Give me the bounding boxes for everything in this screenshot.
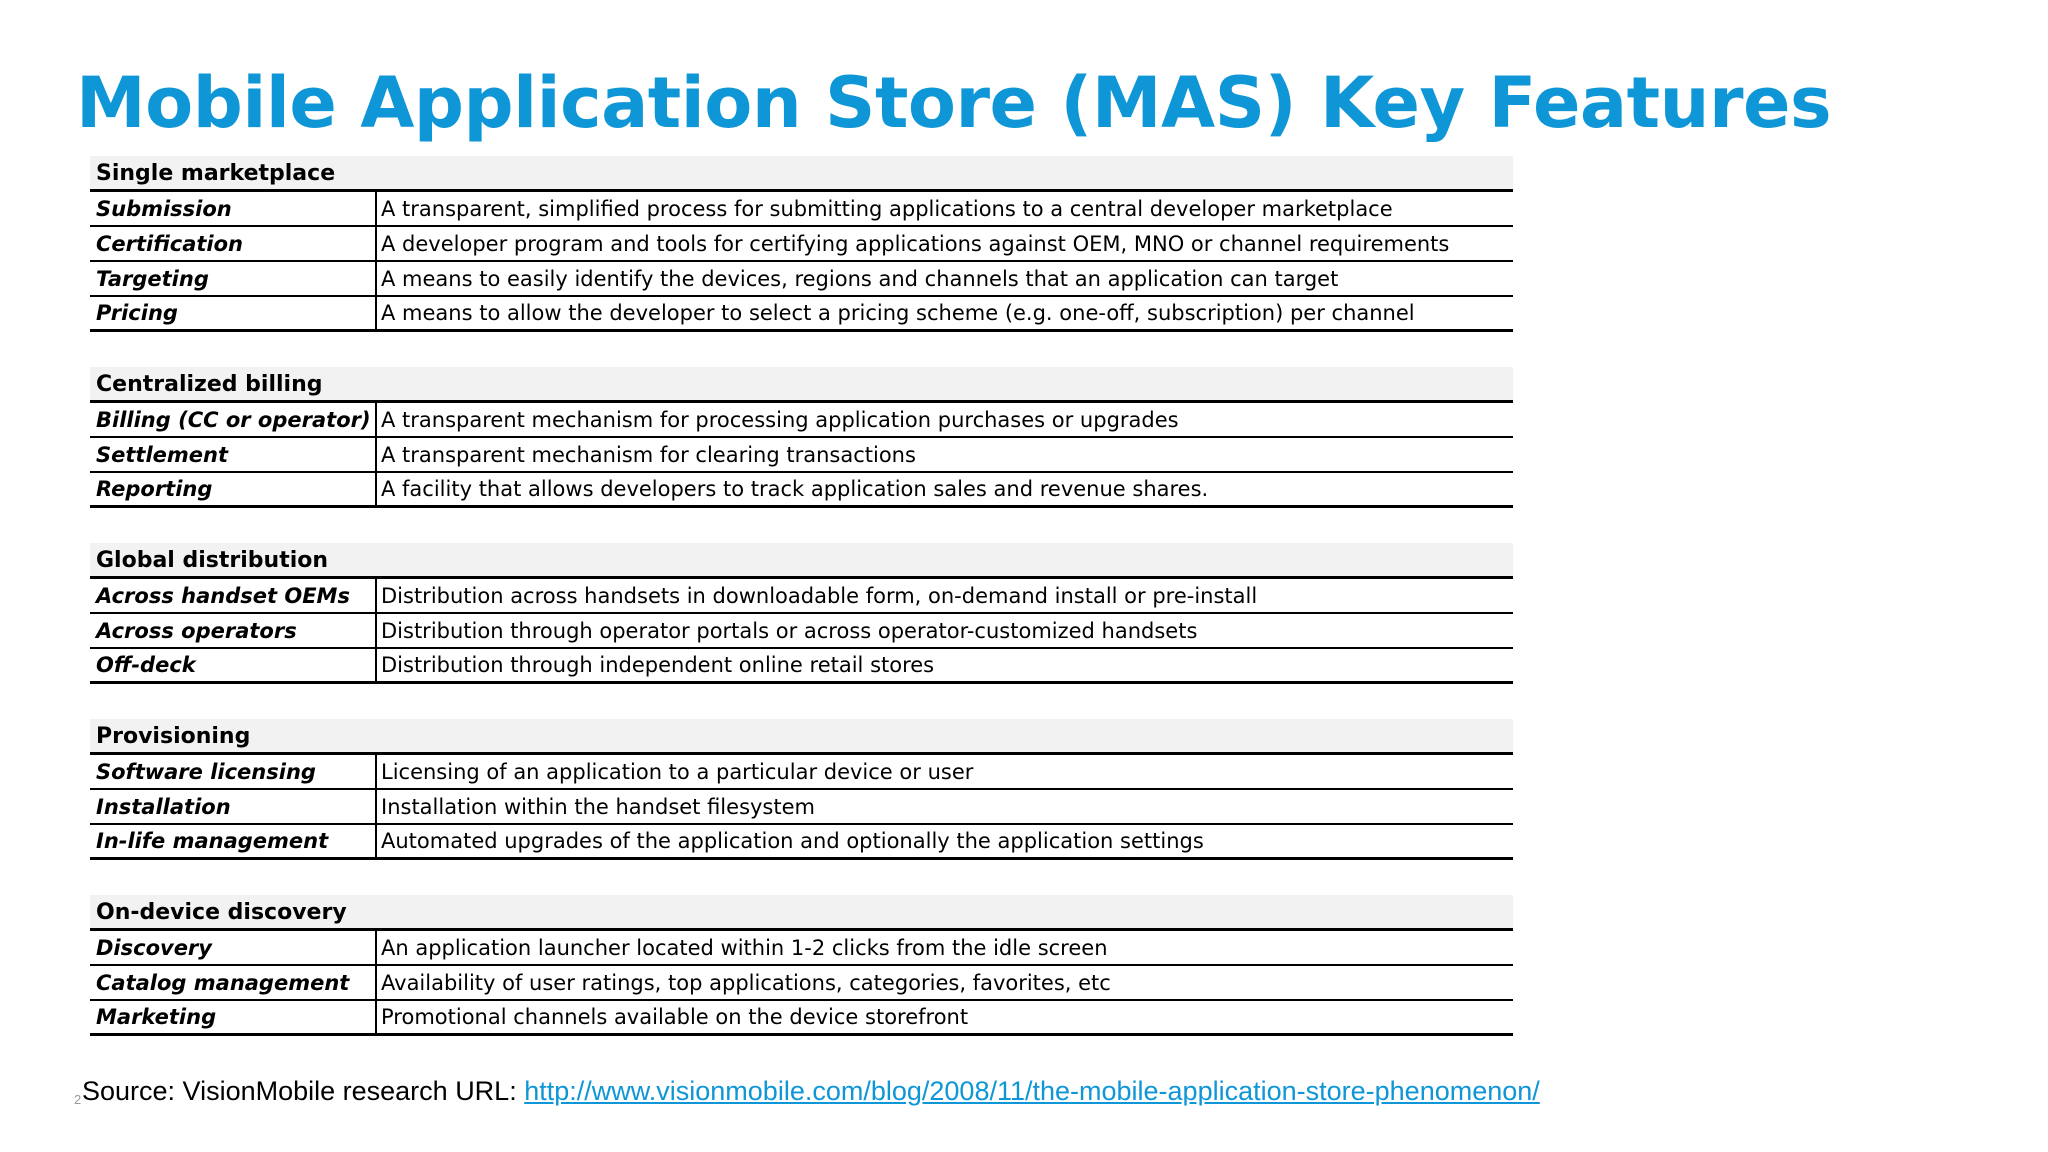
table-row bbox=[90, 825, 1513, 860]
feature-name: Installation bbox=[90, 790, 377, 823]
feature-description: A developer program and tools for certifying applications against OEM, MNO or channel requirements bbox=[381, 231, 1450, 256]
feature-description: Promotional channels available on the device storefront bbox=[381, 1005, 969, 1029]
section-header: Global distribution bbox=[90, 543, 1513, 579]
table-row bbox=[90, 966, 1513, 1001]
feature-section bbox=[90, 543, 1513, 684]
feature-name: Catalog management bbox=[90, 966, 377, 999]
table-row bbox=[90, 297, 1513, 332]
table-row bbox=[90, 262, 1513, 297]
section-header: Single marketplace bbox=[90, 156, 1513, 192]
feature-description: Automated upgrades of the application and optionally the application settings bbox=[381, 829, 1204, 853]
feature-name: Across operators bbox=[90, 614, 377, 647]
feature-name: Billing (CC or operator) bbox=[90, 403, 377, 436]
table-row bbox=[90, 473, 1513, 508]
feature-description: Distribution through independent online retail stores bbox=[381, 653, 935, 677]
feature-description: Availability of user ratings, top applications, categories, favorites, etc bbox=[381, 970, 1111, 995]
feature-description: A transparent mechanism for processing application purchases or upgrades bbox=[381, 407, 1179, 432]
feature-name: Marketing bbox=[90, 1001, 377, 1033]
slide-number: 2 bbox=[74, 1092, 82, 1107]
feature-name: Software licensing bbox=[90, 755, 377, 788]
feature-name: Reporting bbox=[90, 473, 377, 505]
table-row bbox=[90, 931, 1513, 966]
table-row bbox=[90, 192, 1513, 227]
source-line bbox=[82, 1076, 1540, 1107]
feature-section bbox=[90, 719, 1513, 860]
feature-section bbox=[90, 156, 1513, 332]
table-row bbox=[90, 755, 1513, 790]
feature-name: Off-deck bbox=[90, 649, 377, 681]
feature-description: A transparent, simplified process for submitting applications to a central developer marketplace bbox=[381, 196, 1393, 221]
feature-description: Distribution across handsets in downloadable form, on-demand install or pre-install bbox=[381, 583, 1258, 608]
feature-name: Targeting bbox=[90, 262, 377, 295]
feature-name: Submission bbox=[90, 192, 377, 225]
slide-title: Mobile Application Store (MAS) Key Features bbox=[76, 62, 1832, 144]
table-row bbox=[90, 579, 1513, 614]
feature-description: A means to allow the developer to select a pricing scheme (e.g. one-off, subscription) per channel bbox=[381, 301, 1415, 325]
source-prefix: Source: VisionMobile research URL: bbox=[82, 1076, 525, 1106]
source-link[interactable]: http://www.visionmobile.com/blog/2008/11/the-mobile-application-store-phenomenon/ bbox=[524, 1076, 1540, 1106]
feature-name: Discovery bbox=[90, 931, 377, 964]
feature-description: Distribution through operator portals or across operator-customized handsets bbox=[381, 618, 1198, 643]
feature-name: Across handset OEMs bbox=[90, 579, 377, 612]
table-row bbox=[90, 1001, 1513, 1036]
feature-description: Licensing of an application to a particular device or user bbox=[381, 759, 974, 784]
table-row bbox=[90, 790, 1513, 825]
feature-name: In-life management bbox=[90, 825, 377, 857]
feature-section bbox=[90, 367, 1513, 508]
table-row bbox=[90, 614, 1513, 649]
section-header: On-device discovery bbox=[90, 895, 1513, 931]
feature-name: Certification bbox=[90, 227, 377, 260]
feature-name: Pricing bbox=[90, 297, 377, 329]
feature-description: A facility that allows developers to track application sales and revenue shares. bbox=[381, 477, 1209, 501]
feature-section bbox=[90, 895, 1513, 1036]
table-row bbox=[90, 649, 1513, 684]
section-header: Centralized billing bbox=[90, 367, 1513, 403]
feature-description: A means to easily identify the devices, regions and channels that an application can target bbox=[381, 266, 1339, 291]
feature-description: Installation within the handset filesystem bbox=[381, 794, 815, 819]
table-row bbox=[90, 403, 1513, 438]
table-row bbox=[90, 227, 1513, 262]
table-row bbox=[90, 438, 1513, 473]
feature-name: Settlement bbox=[90, 438, 377, 471]
features-tables bbox=[90, 156, 1513, 1071]
feature-description: A transparent mechanism for clearing transactions bbox=[381, 442, 916, 467]
feature-description: An application launcher located within 1-2 clicks from the idle screen bbox=[381, 935, 1108, 960]
section-header: Provisioning bbox=[90, 719, 1513, 755]
